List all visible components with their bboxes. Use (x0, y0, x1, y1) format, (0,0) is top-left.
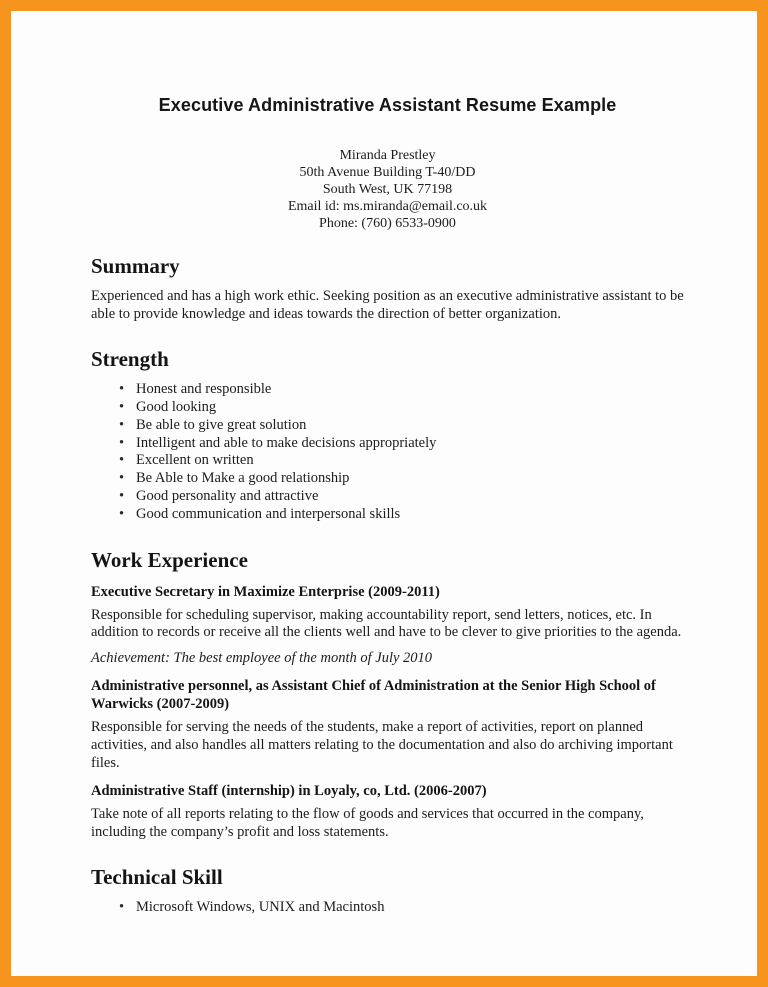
strength-item: • Excellent on written (136, 452, 684, 470)
technical-skill-list (91, 899, 684, 917)
job-title: Administrative personnel, as Assistant Chief of Administration at the Senior High School of Warwicks (2007-2009) (91, 678, 656, 713)
job-entry-2 (91, 677, 684, 772)
job-description: Responsible for serving the needs of the students, make a report of activities, report on planned activities, and also handles all matters relating to the documentation and also do archiving important files. (91, 719, 673, 771)
strength-list (91, 381, 684, 523)
contact-address-line1: 50th Avenue Building T-40/DD (299, 165, 476, 180)
strength-item: • Good looking (136, 399, 684, 417)
strength-item: • Honest and responsible (136, 381, 684, 399)
job-title: Administrative Staff (internship) in Loyaly, co, Ltd. (2006-2007) (91, 783, 487, 800)
section-summary (91, 254, 684, 323)
job-achievement: Achievement: The best employee of the month of July 2010 (91, 649, 433, 666)
section-technical-skill (91, 865, 684, 917)
summary-text: Experienced and has a high work ethic. Seeking position as an executive administrative assistant to be able to provide knowledge and ideas towards the direction of better organization. (91, 288, 684, 322)
page-title: Executive Administrative Assistant Resume Example (158, 95, 617, 115)
job-title: Executive Secretary in Maximize Enterprise (2009-2011) (91, 583, 440, 600)
contact-email: Email id: ms.miranda@email.co.uk (287, 199, 488, 214)
strength-item: • Be able to give great solution (136, 417, 684, 435)
contact-block (91, 147, 684, 232)
strength-heading: Strength (91, 347, 169, 372)
summary-heading: Summary (91, 254, 180, 278)
technical-skill-item: • Microsoft Windows, UNIX and Macintosh (136, 899, 684, 917)
job-entry-1 (91, 583, 684, 668)
strength-item: • Good communication and interpersonal skills (136, 506, 684, 524)
technical-skill-heading: Technical Skill (91, 865, 223, 890)
strength-item: • Intelligent and able to make decisions appropriately (136, 435, 684, 453)
strength-item: • Good personality and attractive (136, 488, 684, 506)
contact-address-line2: South West, UK 77198 (322, 182, 453, 197)
job-description: Responsible for scheduling supervisor, making accountability report, send letters, notices, etc. In addition to records or receive all the clients well and have to be clever to give priorities to the agenda. (91, 606, 682, 641)
job-entry-3 (91, 782, 684, 841)
contact-phone: Phone: (760) 6533-0900 (319, 216, 456, 231)
work-experience-heading: Work Experience (91, 547, 248, 572)
section-work-experience (91, 548, 684, 842)
strength-item: • Be Able to Make a good relationship (136, 470, 684, 488)
section-strength (91, 347, 684, 523)
job-description: Take note of all reports relating to the flow of goods and services that occurred in the company, including the company’s profit and loss statements. (91, 806, 644, 840)
contact-name: Miranda Prestley (339, 148, 436, 163)
